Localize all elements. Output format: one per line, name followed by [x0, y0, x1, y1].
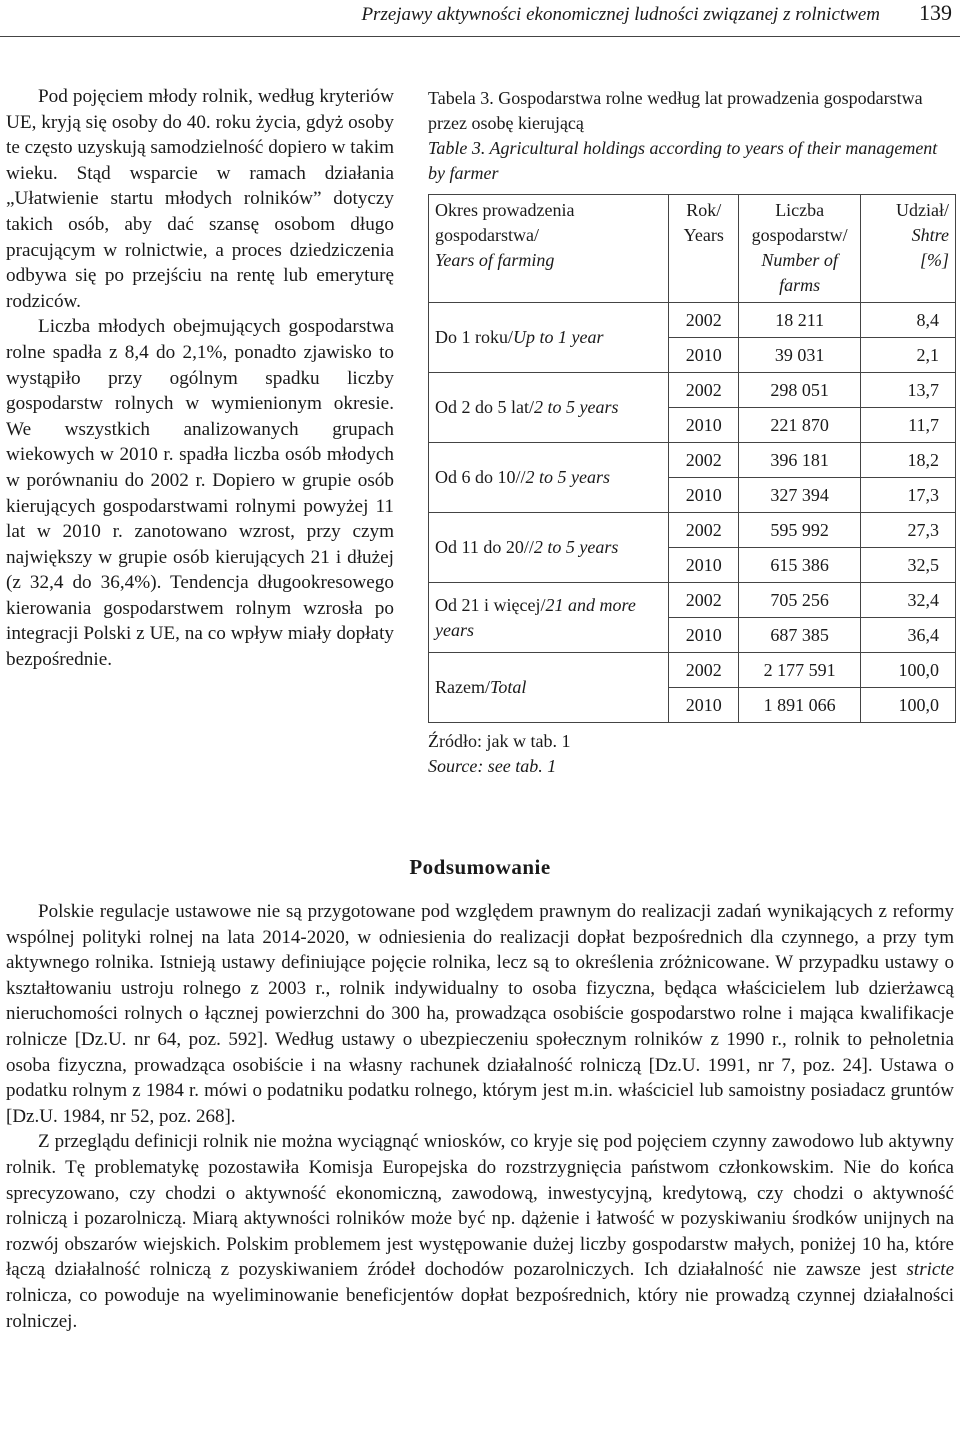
table-row: [429, 303, 956, 338]
year-cell: 2002: [669, 443, 739, 478]
count-cell: 615 386: [739, 548, 861, 583]
count-cell: 18 211: [739, 303, 861, 338]
table-row: [429, 513, 956, 548]
source-en: Source: see tab. 1: [428, 756, 557, 776]
count-cell: 221 870: [739, 408, 861, 443]
share-cell: 36,4: [861, 618, 956, 653]
paragraph-young-farmer-stats: Liczba młodych obejmujących gospodarstwa rolne spadła z 8,4 do 2,1%, ponadto zjawisko to wystąpiło przy ogólnym spadku liczby gospodarstw rolnych w wymienionym okresie. We wszystkich analizowanych grupach wiekowych w 2010 r. spadła liczba osób młodych w porównaniu do 2002 r. Dopiero w grupie osób kierujących gospodarstwami rolnymi powyżej 11 lat w 2010 r. zanotowano wzrost, przy czym największy w grupie osób kierujących 21 i dłużej (z 32,4 do 36,4%). Tendencja długookresowego kierowania gospodarstwem rolnym wzrosła po integracji Polski z UE, na co wpływ miały dopłaty bezpośrednie.: [6, 316, 394, 671]
period-cell: [429, 653, 669, 723]
header-period: [429, 195, 669, 303]
farms-by-years-table: [428, 194, 956, 723]
header-share-en: Shtre: [911, 225, 949, 245]
paragraph-young-farmer: Pod pojęciem młody rolnik, według kryteriów UE, kryją się osoby do 40. roku życia, gdyż osoby te często uzyskują samodzielność dopiero w takim wieku. Stąd wsparcie w ramach działania „Ułatwienie startu młodych rolników” dotyczy takich osób, aby dać szansę osobom długo pracującym w rolnictwie, a proces dziedziczenia odbywa się po przejściu na rentę lub emeryturę rodziców.: [6, 86, 394, 312]
table-source: [428, 729, 956, 779]
period-cell: [429, 443, 669, 513]
header-year: [669, 195, 739, 303]
period-label-pl: Razem/: [435, 677, 490, 697]
share-cell: 2,1: [861, 338, 956, 373]
summary-p2-text-a: Z przeglądu definicji rolnik nie można wyciągnąć wniosków, co kryje się pod pojęciem czynny zawodowo lub aktywny rolnik. Tę problematykę pozostawiła Komisja Europejska do rozstrzygnięcia państwom członkowskim. Nie do końca sprecyzowano, czy chodzi o aktywność ekonomiczną, zawodową, inwestycyjną, kredytową, czy chodzi o aktywność rolniczą i pozarolniczą. Miarą aktywności rolników może być np. dążenie i łatwość w pozyskiwaniu środków unijnych na rozwój obszarów wiejskich. Polskim problemem jest występowanie dużej liczby gospodarstw małych, poniżej 10 ha, które łączą działalność rolniczą z pozyskiwaniem źródeł dochodów pozarolniczych. Ich działalność nie zawsze jest: [6, 1131, 954, 1281]
share-cell: 8,4: [861, 303, 956, 338]
share-cell: 27,3: [861, 513, 956, 548]
table-row: [429, 373, 956, 408]
header-share: [861, 195, 956, 303]
period-label-en: 2 to 5 years: [534, 397, 619, 417]
source-pl: Źródło: jak w tab. 1: [428, 731, 571, 751]
count-cell: 2 177 591: [739, 653, 861, 688]
count-cell: 327 394: [739, 478, 861, 513]
share-cell: 32,4: [861, 583, 956, 618]
period-label-en: 2 to 5 years: [533, 537, 619, 557]
header-count-pl: Liczba gospodarstw/: [751, 200, 848, 245]
share-cell: 100,0: [861, 688, 956, 723]
share-cell: 32,5: [861, 548, 956, 583]
period-label-en: Up to 1 year: [513, 327, 604, 347]
period-cell: [429, 373, 669, 443]
header-rule: [0, 36, 960, 37]
header-year-en: Years: [683, 225, 724, 245]
share-cell: 100,0: [861, 653, 956, 688]
count-cell: 1 891 066: [739, 688, 861, 723]
year-cell: 2002: [669, 583, 739, 618]
summary-paragraph-1: Polskie regulacje ustawowe nie są przygotowane pod względem prawnym do realizacji zadań wynikających z reformy wspólnej polityki rolnej na lata 2014-2020, w odniesienia do realizacji dopłat bezpośrednich dla czynnego, a przy tym aktywnego rolnika. Istnieją ustawy definiujące pojęcie rolnika, lecz są to określenia zróżnicowane. W przypadku ustawy o kształtowaniu ustroju rolnego z 2003 r., rolnik indywidualny to osoba fizyczna, będąca właścicielem lub dzierżawcą nieruchomości rolnych o łącznej powierzchni do 300 ha, prowadząca osobiście gospodarstwo rolne i mająca kwalifikacje rolnicze [Dz.U. nr 64, poz. 592]. Według ustawy o ubezpieczeniu społecznym rolników z 1990 r., rolnik to pełnoletnia osoba fizyczna, prowadząca osobiście i na własny rachunek działalność rolniczą [Dz.U. 1991, nr 7, poz. 24]. Ustawa o podatku rolnym z 1984 r. mówi o podatniku podatku rolnego, którym jest m.in. właściciel lub samoistny posiadacz gruntów [Dz.U. 1984, nr 52, poz. 268].: [6, 901, 954, 1127]
share-cell: 17,3: [861, 478, 956, 513]
count-cell: 39 031: [739, 338, 861, 373]
count-cell: 705 256: [739, 583, 861, 618]
summary-paragraph-2: [6, 1129, 954, 1334]
period-label-pl: Od 11 do 20//: [435, 537, 534, 557]
year-cell: 2010: [669, 478, 739, 513]
header-year-pl: Rok/: [686, 200, 722, 220]
header-count-en: Number of farms: [761, 250, 838, 295]
year-cell: 2002: [669, 373, 739, 408]
running-title: Przejawy aktywności ekonomicznej ludności związanej z rolnictwem: [361, 4, 880, 25]
count-cell: 687 385: [739, 618, 861, 653]
year-cell: 2010: [669, 548, 739, 583]
share-cell: 18,2: [861, 443, 956, 478]
header-count: [739, 195, 861, 303]
period-label-pl: Od 21 i więcej/: [435, 594, 546, 615]
period-label-pl: Do 1 roku/: [435, 327, 513, 347]
period-label-en: 2 to 5 years: [525, 467, 611, 487]
period-cell: [429, 303, 669, 373]
summary-p2-text-b: rolnicza, co powoduje na wyeliminowanie beneficjentów dopłat bezpośrednich, który nie prowadzą czynnej działalności rolniczej.: [6, 1284, 954, 1332]
period-label-pl: Od 2 do 5 lat/: [435, 397, 534, 417]
table-row: [429, 443, 956, 478]
summary-text: [6, 899, 954, 1334]
section-heading-summary: Podsumowanie: [409, 855, 551, 879]
table-row: [429, 653, 956, 688]
table-body: [429, 303, 956, 723]
year-cell: 2002: [669, 653, 739, 688]
count-cell: 595 992: [739, 513, 861, 548]
year-cell: 2010: [669, 408, 739, 443]
year-cell: 2002: [669, 513, 739, 548]
header-share-unit: [%]: [919, 250, 949, 270]
table-row: [429, 583, 956, 618]
table-caption-en: Table 3. Agricultural holdings according to years of their management by farmer: [428, 138, 938, 183]
running-header: [0, 0, 960, 36]
year-cell: 2002: [669, 303, 739, 338]
page-number: 139: [919, 0, 952, 25]
period-label-pl: Od 6 do 10//: [435, 467, 526, 487]
period-label-en: Total: [489, 677, 527, 697]
table-block: [428, 86, 956, 779]
year-cell: 2010: [669, 618, 739, 653]
header-period-en: Years of farming: [435, 250, 555, 270]
table-header-row: [429, 195, 956, 303]
share-cell: 13,7: [861, 373, 956, 408]
count-cell: 396 181: [739, 443, 861, 478]
header-period-pl: Okres prowadzenia gospodarstwa/: [435, 200, 575, 245]
year-cell: 2010: [669, 338, 739, 373]
share-cell: 11,7: [861, 408, 956, 443]
year-cell: 2010: [669, 688, 739, 723]
period-label-en: 21 and more years: [435, 594, 636, 640]
summary-p2-italic: stricte: [906, 1259, 955, 1281]
period-cell: [429, 513, 669, 583]
left-column-text: [6, 84, 394, 673]
table-caption-pl: Tabela 3. Gospodarstwa rolne według lat prowadzenia gospodarstwa przez osobę kierującą: [428, 88, 923, 133]
count-cell: 298 051: [739, 373, 861, 408]
period-cell: [429, 583, 669, 653]
header-share-pl: Udział/: [896, 200, 949, 220]
